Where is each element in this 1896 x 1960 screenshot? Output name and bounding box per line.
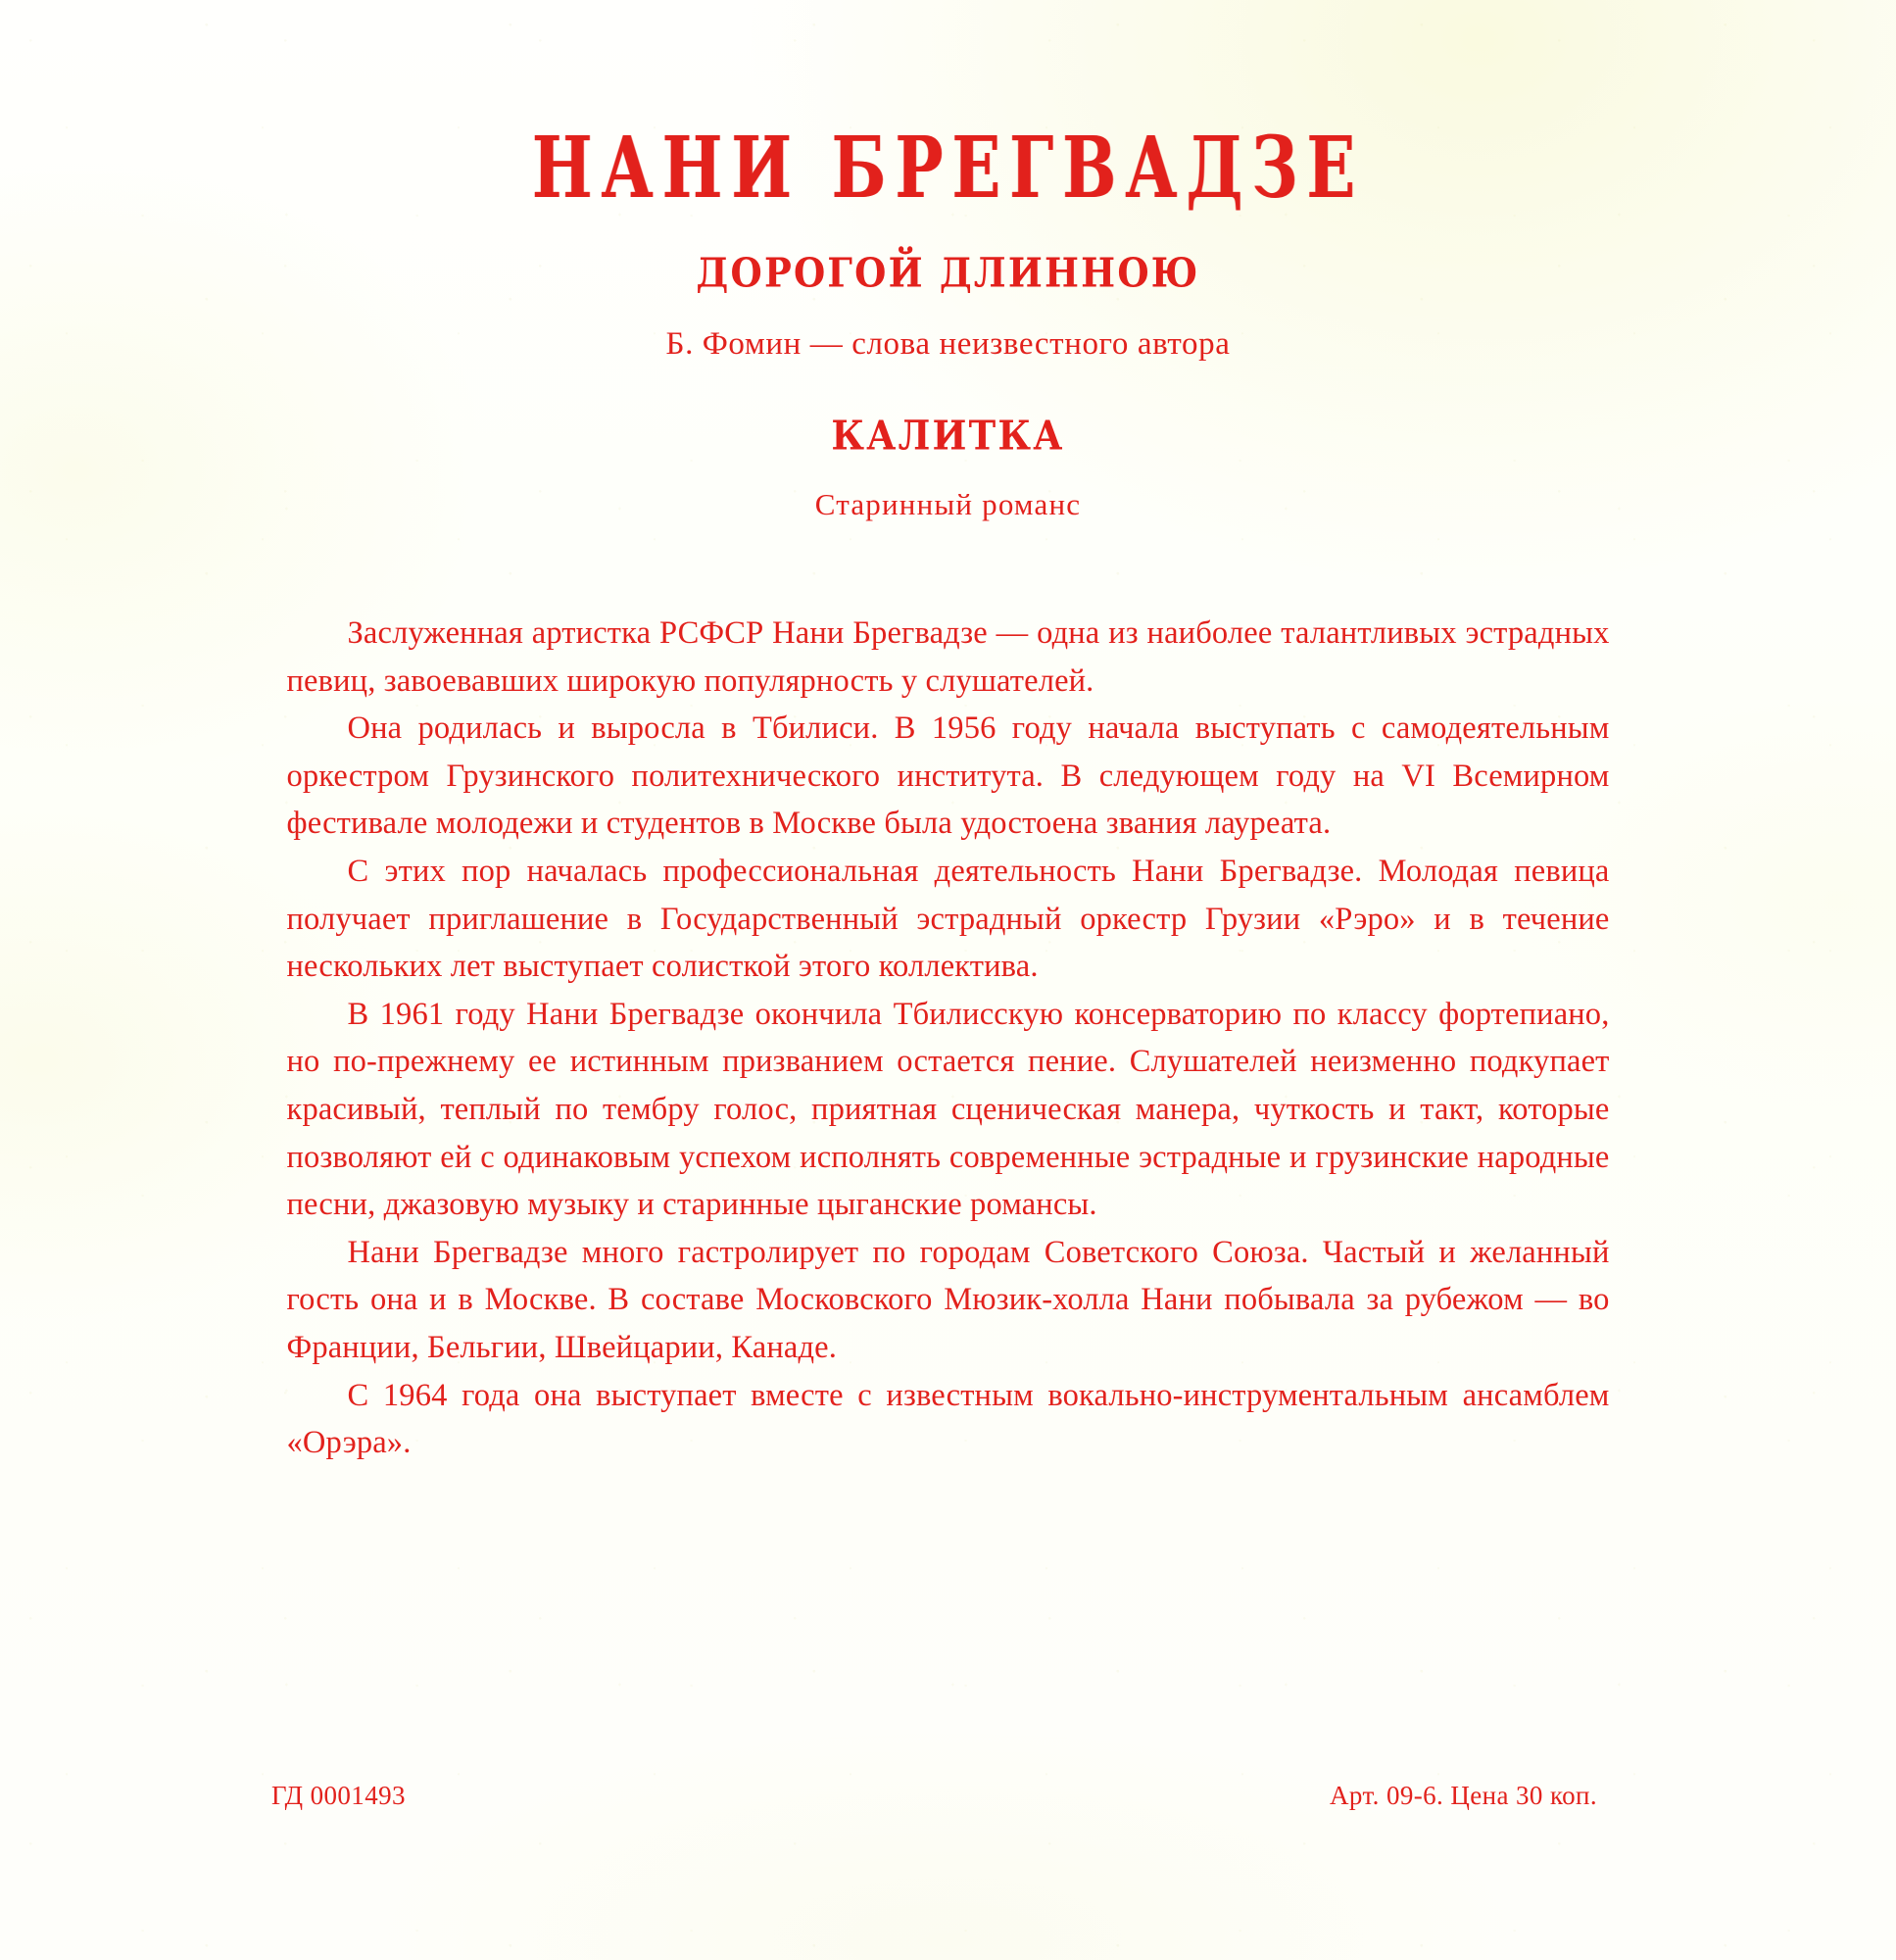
liner-notes-paragraph: Нани Брегвадзе много гастролирует по городам Советского Союза. Частый и желанный гость она и в Москве. В составе Московского Мюзик-холла Нани побывала за рубежом — во Франции, Бельгии, Швейцарии, Канаде.	[286, 1234, 1610, 1365]
track-1-credit: Б. Фомин — слова неизвестного автора	[665, 326, 1231, 362]
artist-name: НАНИ БРЕГВАДЗЕ	[531, 118, 1365, 218]
record-header	[0, 0, 1896, 519]
price-and-article-line: Арт. 09-6. Цена 30 коп.	[1330, 1781, 1597, 1810]
liner-notes-paragraph: В 1961 году Нани Брегвадзе окончила Тбилисскую консерваторию по классу фортепиано, но по-прежнему ее истинным призванием остается пение. Слушателей неизменно подкупает красивый, теплый по тембру голос, приятная сценическая манера, чуткость и такт, которые позволяют ей с одинаковым успехом исполнять современные эстрадные и грузинские народные песни, джазовую музыку и старинные цыганские романсы.	[286, 996, 1610, 1223]
colophon	[271, 1781, 1597, 1811]
liner-notes-paragraph: С этих пор началась профессиональная деятельность Нани Брегвадзе. Молодая певица получает приглашение в Государственный эстрадный оркестр Грузии «Рэро» и в течение нескольких лет выступает солисткой этого коллектива.	[286, 853, 1610, 985]
liner-notes-paragraph: С 1964 года она выступает вместе с известным вокально-инструментальным ансамблем «Орэра».	[286, 1377, 1610, 1461]
catalog-number: ГД 0001493	[271, 1781, 406, 1810]
liner-notes-paragraph: Заслуженная артистка РСФСР Нани Брегвадзе — одна из наиболее талантливых эстрадных певиц, завоевавших широкую популярность у слушателей.	[286, 615, 1610, 699]
spacer-after-track-1-credit	[0, 361, 1896, 416]
track-2-subtitle: Старинный романс	[814, 487, 1082, 521]
track-2-title: КАЛИТКА	[831, 411, 1065, 460]
liner-notes-paragraph: Она родилась и выросла в Тбилиси. В 1956 году начала выступать с самодеятельным оркестром Грузинского политехнического института. В следующем году на VI Всемирном фестивале молодежи и студентов в Москве была удостоена звания лауреата.	[286, 710, 1610, 842]
liner-notes	[287, 519, 1610, 1467]
track-1-title: ДОРОГОЙ ДЛИННОЮ	[696, 248, 1200, 297]
